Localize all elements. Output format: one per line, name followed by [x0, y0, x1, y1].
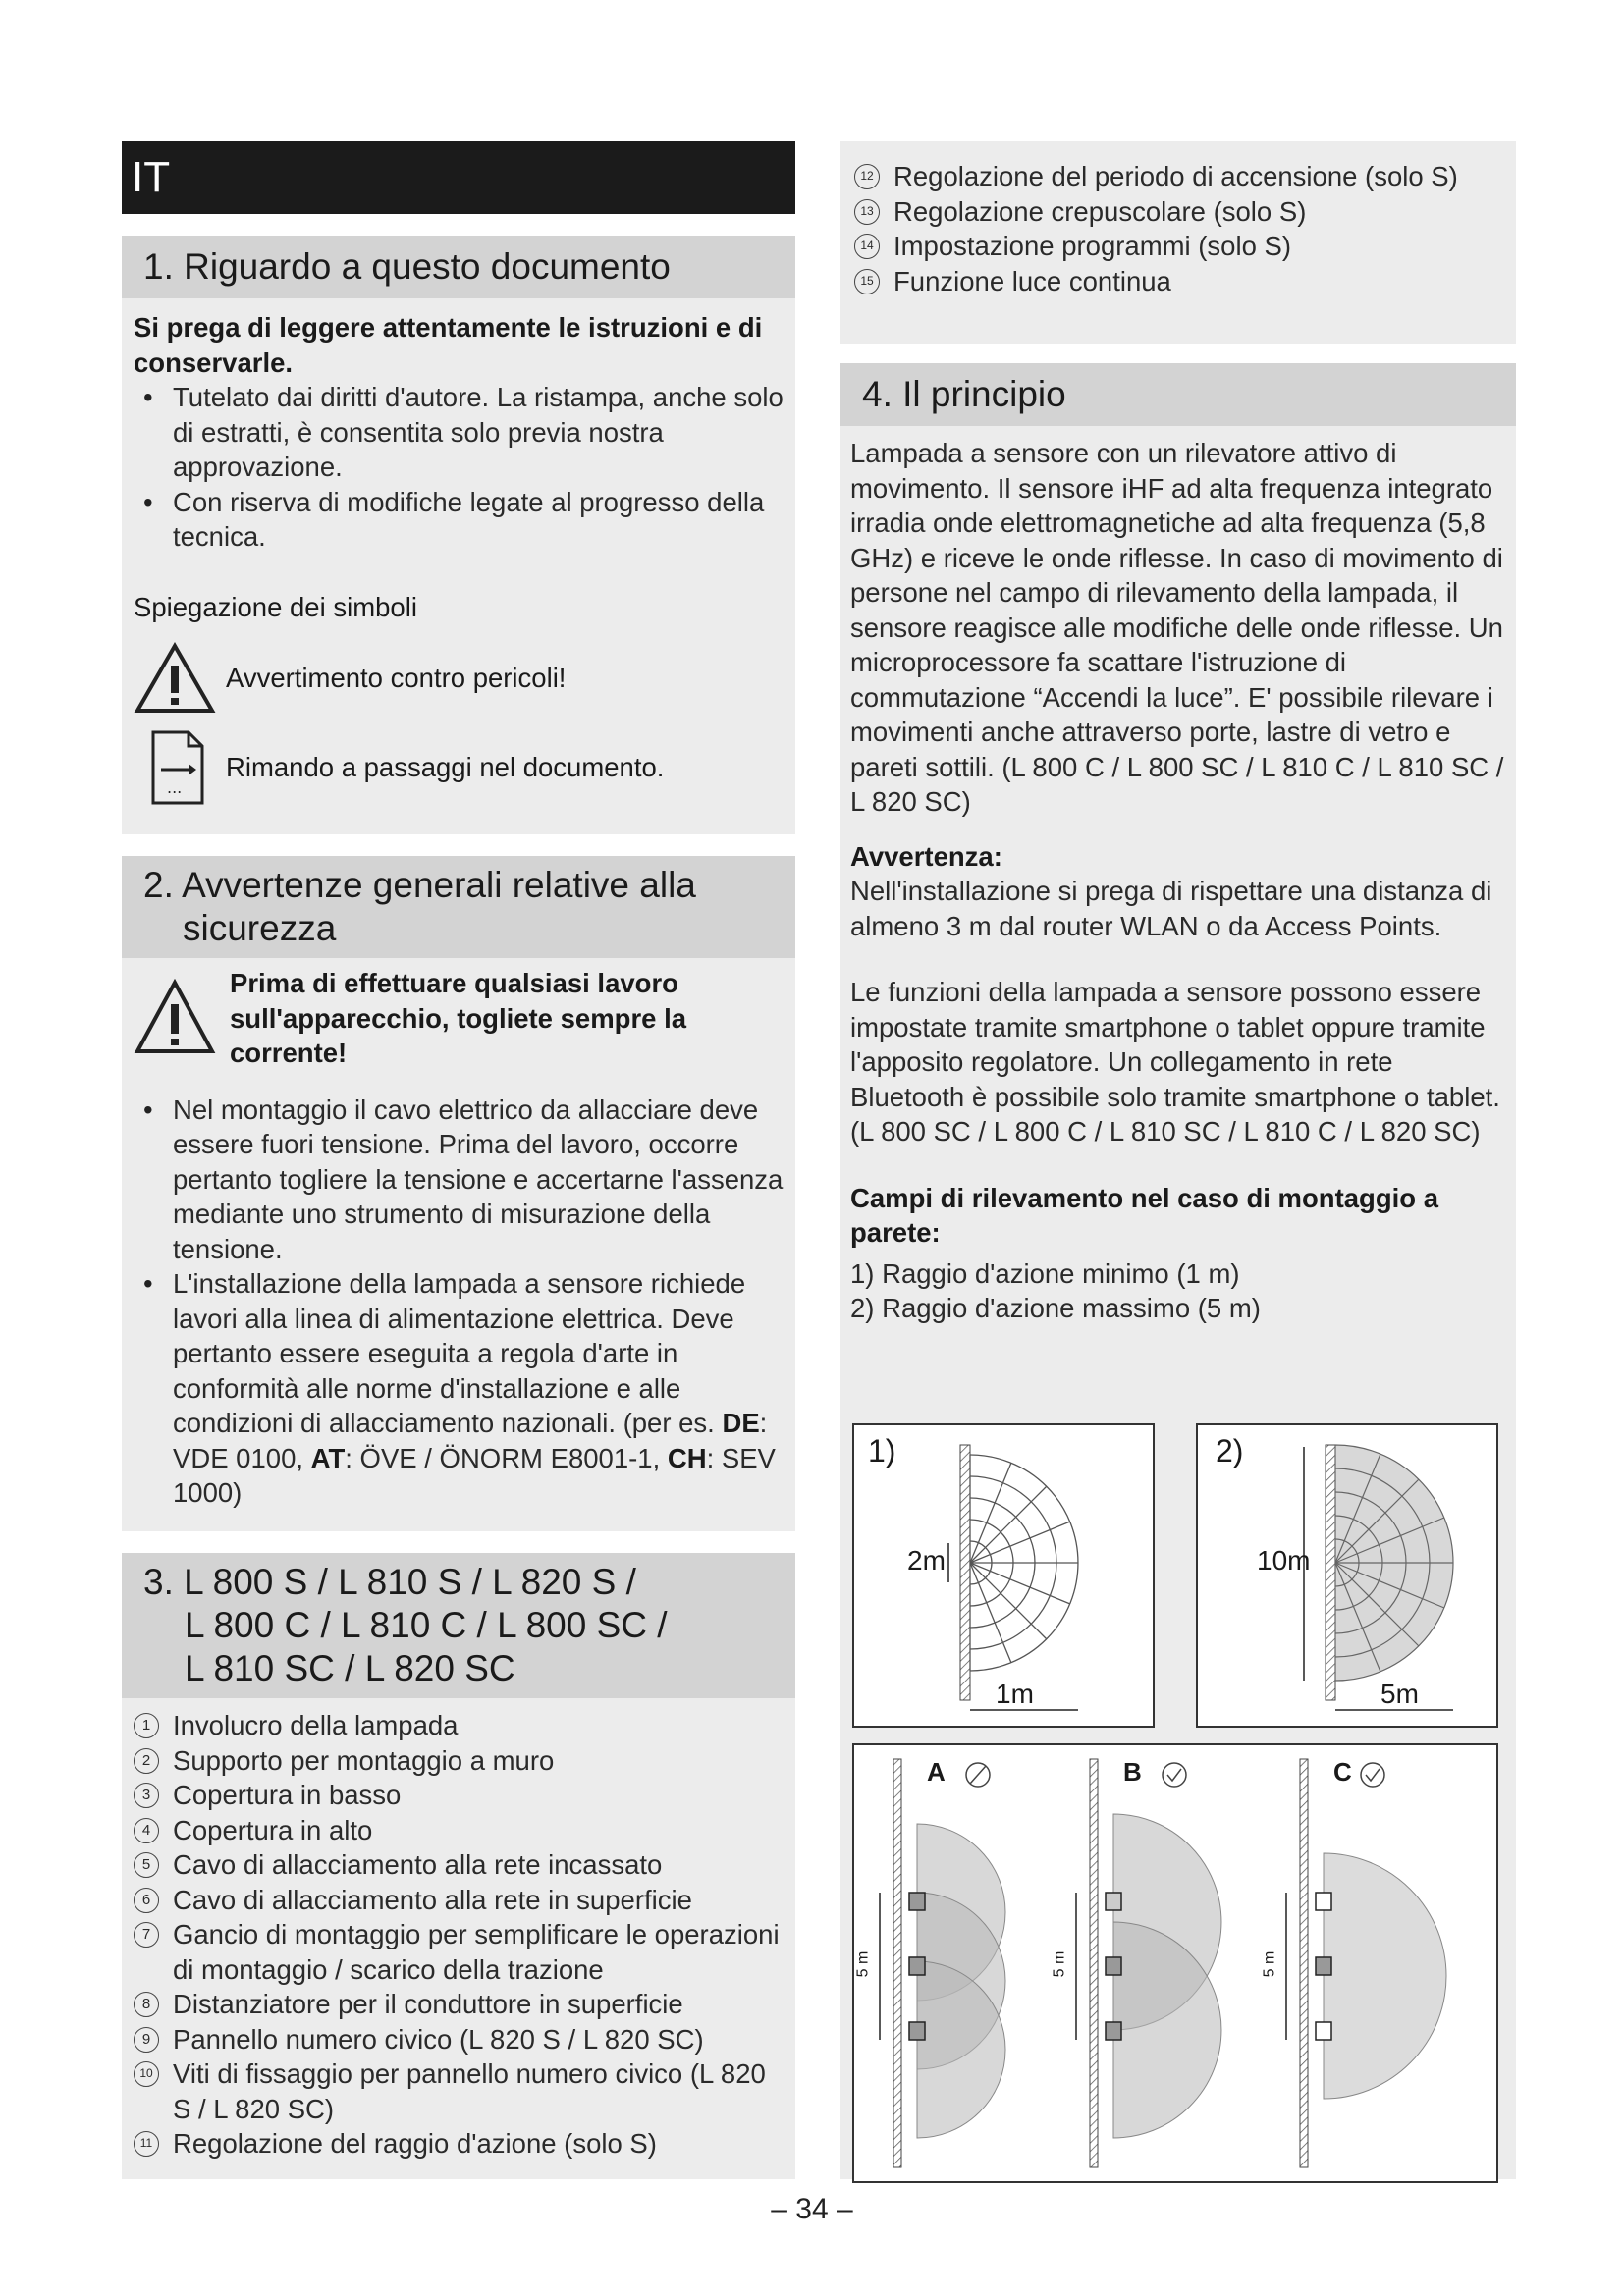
language-code: IT — [132, 153, 171, 201]
item-number: 2 — [134, 1748, 159, 1774]
symbol-row-reference — [134, 728, 784, 807]
item-number: 11 — [134, 2131, 159, 2157]
item-number: 3 — [134, 1783, 159, 1808]
section-2-bullets — [134, 1093, 784, 1511]
country-de: DE — [722, 1408, 760, 1438]
list-item — [134, 2056, 784, 2126]
section-1 — [122, 236, 795, 834]
item-number: 6 — [134, 1888, 159, 1913]
item-text: Cavo di allacciamento alla rete in superficie — [173, 1884, 692, 1915]
item-text: Distanziatore per il conduttore in superficie — [173, 1989, 683, 2019]
detection-field-diagram-2 — [1198, 1425, 1496, 1726]
symbol-reference-text: Rimando a passaggi nel documento. — [226, 752, 665, 783]
section-2-heading-line1: 2. Avvertenze generali relative alla — [143, 865, 696, 905]
distance-label-b: 5 m — [1051, 1950, 1068, 1978]
document-reference-icon — [134, 728, 216, 807]
field-1: 1) Raggio d'azione minimo (1 m) — [850, 1257, 1240, 1289]
list-item — [134, 1883, 784, 1918]
diagram-1-width: 1m — [996, 1679, 1034, 1709]
section-1-intro: Si prega di leggere attentamente le istruzioni e di conservarle. — [134, 312, 763, 378]
item-text: Regolazione del raggio d'azione (solo S) — [173, 2128, 657, 2159]
section-4-paragraph-2: Le funzioni della lampada a sensore possono essere impostate tramite smartphone o tablet oppure tramite l'apposito regolatore. Un collegamento in rete Bluetooth è possibile solo tramite smartphone o tablet. (L 800 SC / L 800 C / L 810 SC / L 810 C / L 820 SC) — [850, 977, 1500, 1147]
diagram-2-label: 2) — [1216, 1433, 1244, 1468]
list-item: • Tutelato dai diritti d'autore. La ristampa, anche solo di estratti, è consentita solo previa nostra approvazione. — [173, 380, 784, 485]
section-2-heading-line2: sicurezza — [183, 908, 337, 948]
item-number: 8 — [134, 1992, 159, 2017]
item-number: 14 — [854, 234, 880, 259]
component-list — [122, 1698, 795, 2162]
symbol-row-warning — [134, 642, 784, 715]
item-text: Impostazione programmi (solo S) — [893, 231, 1292, 261]
option-b-label: B — [1123, 1757, 1142, 1787]
diagram-2-width: 5m — [1380, 1679, 1419, 1709]
list-item — [854, 229, 1502, 264]
diagram-1-height: 2m — [907, 1545, 946, 1575]
list-item: • Con riserva di modifiche legate al progresso della tecnica. — [173, 485, 784, 555]
country-de-value: : VDE 0100, — [173, 1408, 768, 1473]
section-4-heading: 4. Il principio — [840, 363, 1516, 426]
item-number: 12 — [854, 164, 880, 189]
item-number: 1 — [134, 1713, 159, 1738]
section-2 — [122, 856, 795, 1531]
diagram-min-range — [852, 1423, 1155, 1728]
list-item — [854, 194, 1502, 230]
item-text: Cavo di allacciamento alla rete incassato — [173, 1849, 663, 1880]
item-number: 13 — [854, 199, 880, 225]
symbol-warning-text: Avvertimento contro pericoli! — [226, 663, 567, 694]
section-3-heading-line3: L 810 SC / L 820 SC — [185, 1648, 515, 1688]
list-item — [134, 2126, 784, 2162]
item-text: Supporto per montaggio a muro — [173, 1744, 555, 1776]
component-list-continued — [840, 141, 1516, 344]
list-item: • Nel montaggio il cavo elettrico da allacciare deve essere fuori tensione. Prima del lavoro, occorre pertanto togliere la tensione e accertarne l'assenza mediante uno strumento di misurazione della tensione. — [173, 1093, 784, 1267]
country-ch-value: : SEV 1000) — [173, 1442, 776, 1508]
item-number: 5 — [134, 1852, 159, 1878]
country-at-value: : ÖVE / ÖNORM E8001-1, — [345, 1442, 668, 1473]
diagram-mounting-distance — [852, 1743, 1498, 2183]
diagram-max-range — [1196, 1423, 1498, 1728]
item-text: Copertura in alto — [173, 1814, 373, 1845]
item-number: 15 — [854, 269, 880, 294]
item-text: Viti di fissaggio per pannello numero civico (L 820 S / L 820 SC) — [173, 2058, 766, 2124]
country-ch: CH — [667, 1442, 707, 1473]
list-item — [134, 1987, 784, 2022]
list-item — [134, 1917, 784, 1987]
section-3-heading-line2: L 800 C / L 810 C / L 800 SC / — [185, 1605, 668, 1645]
section-2-warning-text: Prima di effettuare qualsiasi lavoro sull'apparecchio, togliete sempre la corrente! — [230, 968, 687, 1068]
list-item — [134, 1778, 784, 1813]
fields-title: Campi di rilevamento nel caso di montaggio a parete: — [850, 1182, 1439, 1248]
svg-text:...: ... — [167, 778, 183, 797]
list-item — [134, 2022, 784, 2057]
symbols-title: Spiegazione dei simboli — [134, 591, 417, 622]
field-2: 2) Raggio d'azione massimo (5 m) — [850, 1293, 1261, 1323]
note-text: Nell'installazione si prega di rispettare una distanza di almeno 3 m dal router WLAN o da Access Points. — [850, 876, 1492, 941]
diagram-2-height: 10m — [1257, 1545, 1311, 1575]
section-1-heading: 1. Riguardo a questo documento — [122, 236, 795, 298]
item-text: Gancio di montaggio per semplificare le operazioni di montaggio / scarico della trazione — [173, 1919, 780, 1985]
item-number: 7 — [134, 1922, 159, 1948]
overlap-diagram — [854, 1745, 1496, 2181]
item-number: 9 — [134, 2027, 159, 2053]
section-1-bullets — [134, 380, 784, 555]
list-item — [134, 1708, 784, 1743]
item-number: 10 — [134, 2061, 159, 2087]
section-3-heading — [122, 1553, 795, 1698]
distance-label-a: 5 m — [854, 1950, 872, 1978]
option-a-label: A — [927, 1757, 946, 1787]
language-tag — [122, 141, 795, 214]
note-title: Avvertenza: — [850, 840, 1002, 872]
item-text: Pannello numero civico (L 820 S / L 820 SC) — [173, 2023, 704, 2055]
list-item — [854, 159, 1502, 194]
list-item — [134, 1847, 784, 1883]
list-item — [134, 1813, 784, 1848]
warning-triangle-icon — [134, 642, 216, 715]
country-at: AT — [310, 1442, 346, 1473]
list-item — [173, 1266, 784, 1511]
distance-label-c: 5 m — [1261, 1950, 1278, 1978]
section-3-heading-line1: 3. L 800 S / L 810 S / L 820 S / — [143, 1562, 636, 1602]
bullet2-text: L'installazione della lampada a sensore richiede lavori alla linea di alimentazione elettrica. Deve pertanto essere eseguita a regola d'arte in conformità alle norme d'installazione e alle condizioni di allacciamento nazionali. (per es. — [173, 1268, 746, 1438]
section-3 — [122, 1553, 795, 2179]
list-item — [134, 1743, 784, 1779]
section-2-heading — [122, 856, 795, 958]
item-text: Funzione luce continua — [893, 265, 1171, 296]
item-text: Copertura in basso — [173, 1780, 402, 1810]
section-4-paragraph-1: Lampada a sensore con un rilevatore attivo di movimento. Il sensore iHF ad alta frequenza integrato irradia onde elettromagnetiche ad alta frequenza (5,8 GHz) e riceve le onde riflesse. In caso di movimento di persone nel campo di rilevamento della lampada, il sensore reagisce alle modifiche delle onde riflesse. Un microprocessore fa scattare l'istruzione di commutazione “Accendi la luce”. E' possibile rilevare i movimenti anche attraverso porte, lastre di vetro e pareti sottili. (L 800 C / L 800 SC / L 810 C / L 810 SC / L 820 SC) — [850, 438, 1504, 817]
item-number: 4 — [134, 1818, 159, 1843]
list-item — [854, 264, 1502, 299]
page-number: – 34 – — [771, 2193, 853, 2225]
item-text: Regolazione crepuscolare (solo S) — [893, 195, 1307, 227]
section-2-warning — [134, 966, 784, 1071]
item-text: Regolazione del periodo di accensione (solo S) — [893, 161, 1458, 191]
option-c-label: C — [1333, 1757, 1352, 1787]
diagram-1-label: 1) — [868, 1433, 896, 1468]
warning-triangle-icon — [134, 979, 216, 1057]
item-text: Involucro della lampada — [173, 1710, 459, 1740]
